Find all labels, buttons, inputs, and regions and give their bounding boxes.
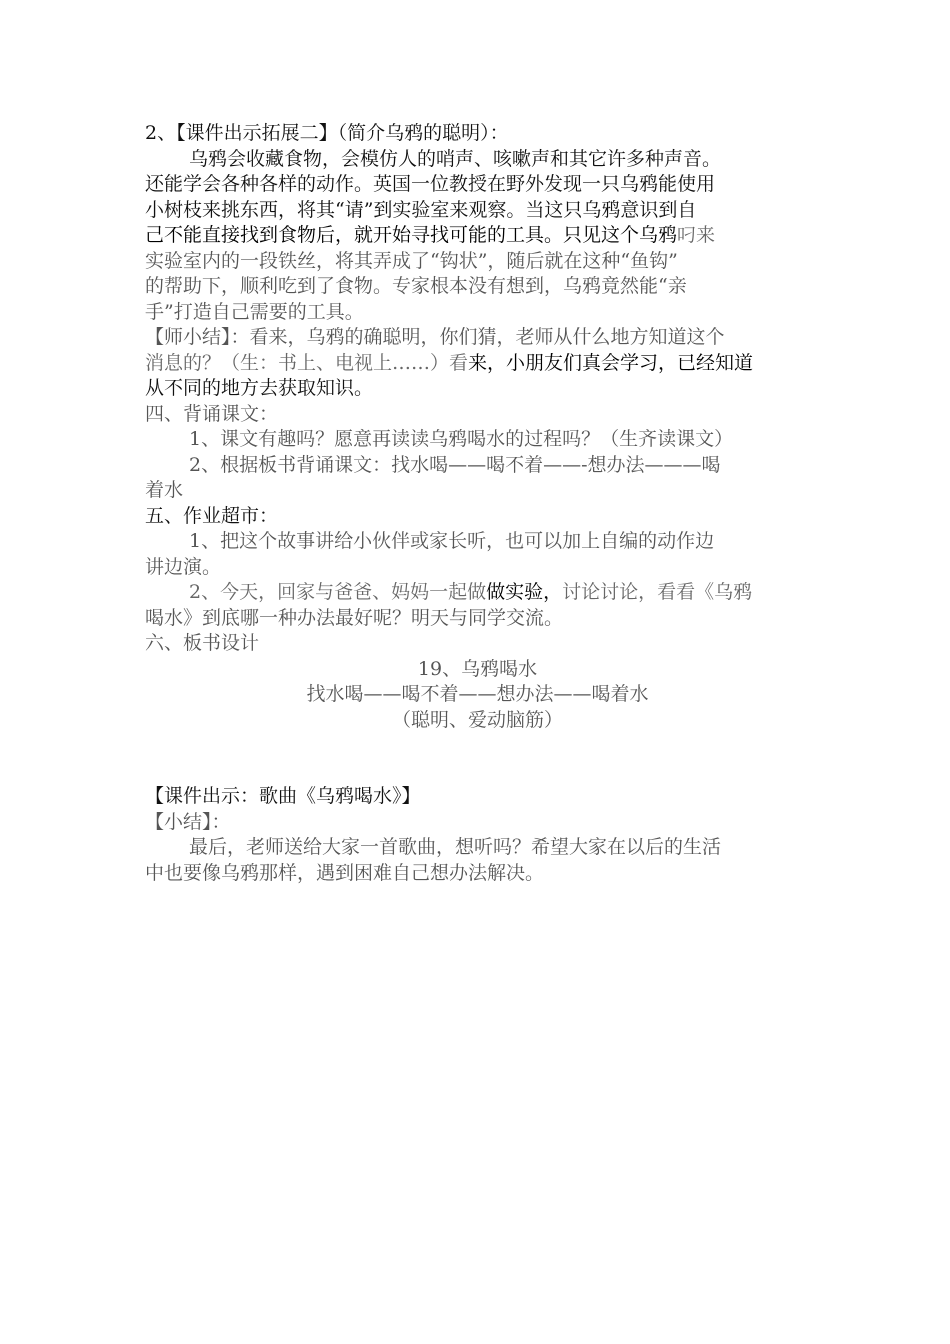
ext-paragraph-line: 手”打造自己需要的工具。 — [145, 300, 364, 323]
board-flow: 找水喝——喝不着——想办法——喝着水 — [306, 683, 649, 705]
summary-text-light: 消息的？（生：书上、电视上……）看 — [145, 351, 469, 374]
section-five-item: 1、把这个故事讲给小伙伴或家长听，也可以加上自编的动作边 — [189, 530, 715, 552]
section-four-item: 2、根据板书背诵课文：找水喝——喝不着——-想办法———喝 — [189, 453, 721, 476]
song-title: 【课件出示：歌曲《乌鸦喝水》】 — [145, 785, 421, 807]
homework-text-dark: 做实验， — [486, 581, 563, 603]
section-four-title: 四、背诵课文： — [145, 402, 279, 425]
teacher-summary-line: 从不同的地方去获取知识。 — [145, 377, 374, 399]
ext-paragraph-line — [145, 223, 810, 249]
section-ext-title: 2、【课件出示拓展二】（简介乌鸦的聪明）： — [145, 122, 509, 144]
section-five-item: 喝水》到底哪一种办法最好呢？明天与同学交流。 — [145, 606, 564, 629]
final-summary-line: 最后，老师送给大家一首歌曲，想听吗？希望大家在以后的生活 — [189, 836, 722, 858]
final-summary-title: 【小结】： — [145, 810, 231, 833]
ext-text-light: 叼来 — [677, 224, 716, 246]
section-four-item: 着水 — [145, 479, 184, 501]
board-note: （聪明、爱动脑筋） — [391, 708, 563, 731]
board-title: 19、乌鸦喝水 — [417, 657, 538, 680]
teacher-summary-line — [145, 351, 810, 377]
ext-paragraph-line: 乌鸦会收藏食物，会模仿人的哨声、咳嗽声和其它许多种声音。 — [189, 147, 722, 170]
homework-text-light: 讨论讨论，看看《乌鸦 — [562, 581, 753, 603]
blank-space — [145, 733, 810, 784]
section-six-title: 六、板书设计 — [145, 632, 260, 654]
summary-text-dark: 来，小朋友们真会学习，已经知道 — [468, 351, 754, 374]
teacher-summary-line: 【师小结】：看来，乌鸦的确聪明，你们猜，老师从什么地方知道这个 — [145, 326, 725, 348]
section-five-title: 五、作业超市： — [145, 504, 279, 527]
ext-text-dark: 己不能直接找到食物后，就开始寻找可能的工具。只见这个乌鸦 — [145, 224, 678, 246]
section-four-item: 1、课文有趣吗？愿意再读读乌鸦喝水的过程吗？（生齐读课文） — [189, 428, 734, 450]
section-five-item: 讲边演。 — [145, 555, 222, 578]
ext-paragraph-line: 实验室内的一段铁丝，将其弄成了“钩状”，随后就在这种“鱼钩” — [145, 249, 678, 272]
section-five-item — [145, 580, 810, 606]
ext-paragraph-line: 还能学会各种各样的动作。英国一位教授在野外发现一只乌鸦能使用 — [145, 173, 716, 195]
document-page — [145, 121, 810, 886]
ext-paragraph-line: 的帮助下，顺利吃到了食物。专家根本没有想到，乌鸦竟然能“亲 — [145, 275, 687, 297]
final-summary-line: 中也要像乌鸦那样，遇到困难自己想办法解决。 — [145, 861, 545, 884]
homework-text-light: 2、今天，回家与爸爸、妈妈一起做 — [189, 581, 487, 603]
ext-paragraph-line: 小树枝来挑东西，将其“请”到实验室来观察。当这只乌鸦意识到自 — [145, 198, 697, 221]
